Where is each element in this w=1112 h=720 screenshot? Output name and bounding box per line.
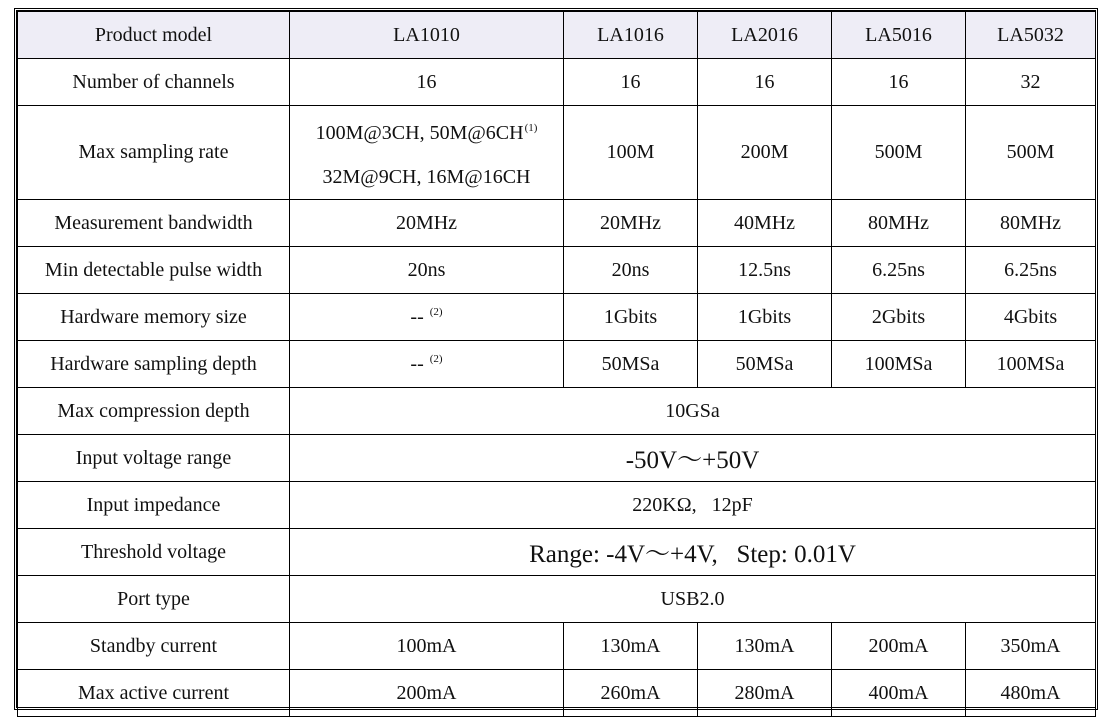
- standby-row: [18, 623, 1096, 670]
- cell-value: 50MSa: [564, 341, 698, 388]
- cell-value: 100MSa: [832, 341, 966, 388]
- cell-value: 80MHz: [832, 200, 966, 247]
- dash-value: --: [410, 352, 424, 375]
- cell-value: 32: [966, 59, 1096, 106]
- cell-value: 100M: [564, 106, 698, 200]
- cell-value: 40MHz: [698, 200, 832, 247]
- footnote-marker: (1): [524, 122, 538, 134]
- cell-value-la1010-sampling: [290, 106, 564, 200]
- cell-value: 12.5ns: [698, 247, 832, 294]
- pulse-width-row: [18, 247, 1096, 294]
- model-la5032: LA5032: [966, 12, 1096, 59]
- cell-value: 4Gbits: [966, 294, 1096, 341]
- cell-value-merged: -50V～+50V: [290, 435, 1096, 482]
- row-label: Max sampling rate: [18, 106, 290, 200]
- sampling-line-1: [294, 106, 559, 155]
- cell-value: 16: [290, 59, 564, 106]
- cell-value: 200mA: [290, 670, 564, 717]
- dash-value: --: [410, 305, 424, 328]
- cell-value: 260mA: [564, 670, 698, 717]
- cell-value: 20MHz: [290, 200, 564, 247]
- cell-value: 500M: [966, 106, 1096, 200]
- cell-value: 130mA: [698, 623, 832, 670]
- cell-value: 16: [564, 59, 698, 106]
- model-la5016: LA5016: [832, 12, 966, 59]
- cell-value: 480mA: [966, 670, 1096, 717]
- row-label: Measurement bandwidth: [18, 200, 290, 247]
- row-label: Threshold voltage: [18, 529, 290, 576]
- cell-value: 20ns: [290, 247, 564, 294]
- cell-value: 1Gbits: [698, 294, 832, 341]
- active-row: [18, 670, 1096, 717]
- memory-row: [18, 294, 1096, 341]
- cell-value-merged: 220KΩ, 12pF: [290, 482, 1096, 529]
- cell-value: 1Gbits: [564, 294, 698, 341]
- cell-value: 280mA: [698, 670, 832, 717]
- row-label: Hardware memory size: [18, 294, 290, 341]
- row-label: Number of channels: [18, 59, 290, 106]
- cell-value: 6.25ns: [966, 247, 1096, 294]
- channels-row: [18, 59, 1096, 106]
- cell-value: 6.25ns: [832, 247, 966, 294]
- spec-table-frame: [14, 8, 1098, 710]
- port-row: [18, 576, 1096, 623]
- cell-value: 20ns: [564, 247, 698, 294]
- impedance-row: [18, 482, 1096, 529]
- row-label: Port type: [18, 576, 290, 623]
- cell-value: 200M: [698, 106, 832, 200]
- cell-value: 100mA: [290, 623, 564, 670]
- voltage-row: [18, 435, 1096, 482]
- model-la1010: LA1010: [290, 12, 564, 59]
- sampling-line-2: 32M@9CH, 16M@16CH: [322, 166, 531, 188]
- cell-value: 2Gbits: [832, 294, 966, 341]
- row-label: Min detectable pulse width: [18, 247, 290, 294]
- row-label: Max active current: [18, 670, 290, 717]
- depth-row: [18, 341, 1096, 388]
- cell-value-la1010-depth: [290, 341, 564, 388]
- cell-value-merged: Range: -4V～+4V, Step: 0.01V: [290, 529, 1096, 576]
- model-la1016: LA1016: [564, 12, 698, 59]
- cell-value: 80MHz: [966, 200, 1096, 247]
- row-label: Max compression depth: [18, 388, 290, 435]
- sampling-line-1-text: 100M@3CH, 50M@6CH: [315, 122, 524, 144]
- cell-value: 16: [832, 59, 966, 106]
- cell-value: 100MSa: [966, 341, 1096, 388]
- row-label: Hardware sampling depth: [18, 341, 290, 388]
- cell-value-la1010-memory: [290, 294, 564, 341]
- cell-value: 16: [698, 59, 832, 106]
- cell-value: 400mA: [832, 670, 966, 717]
- spec-table: [17, 11, 1096, 717]
- cell-value: 500M: [832, 106, 966, 200]
- cell-value-merged: USB2.0: [290, 576, 1096, 623]
- header-row: [18, 12, 1096, 59]
- sampling-rate-row: [18, 106, 1096, 200]
- footnote-marker: (2): [429, 352, 443, 365]
- row-label: Standby current: [18, 623, 290, 670]
- model-la2016: LA2016: [698, 12, 832, 59]
- bandwidth-row: [18, 200, 1096, 247]
- cell-value: 50MSa: [698, 341, 832, 388]
- threshold-row: [18, 529, 1096, 576]
- cell-value: 350mA: [966, 623, 1096, 670]
- cell-value: 130mA: [564, 623, 698, 670]
- row-label: Input impedance: [18, 482, 290, 529]
- footnote-marker: (2): [429, 305, 443, 318]
- cell-value-merged: 10GSa: [290, 388, 1096, 435]
- compression-row: [18, 388, 1096, 435]
- row-label: Input voltage range: [18, 435, 290, 482]
- cell-value: 200mA: [832, 623, 966, 670]
- header-label: Product model: [18, 12, 290, 59]
- cell-value: 20MHz: [564, 200, 698, 247]
